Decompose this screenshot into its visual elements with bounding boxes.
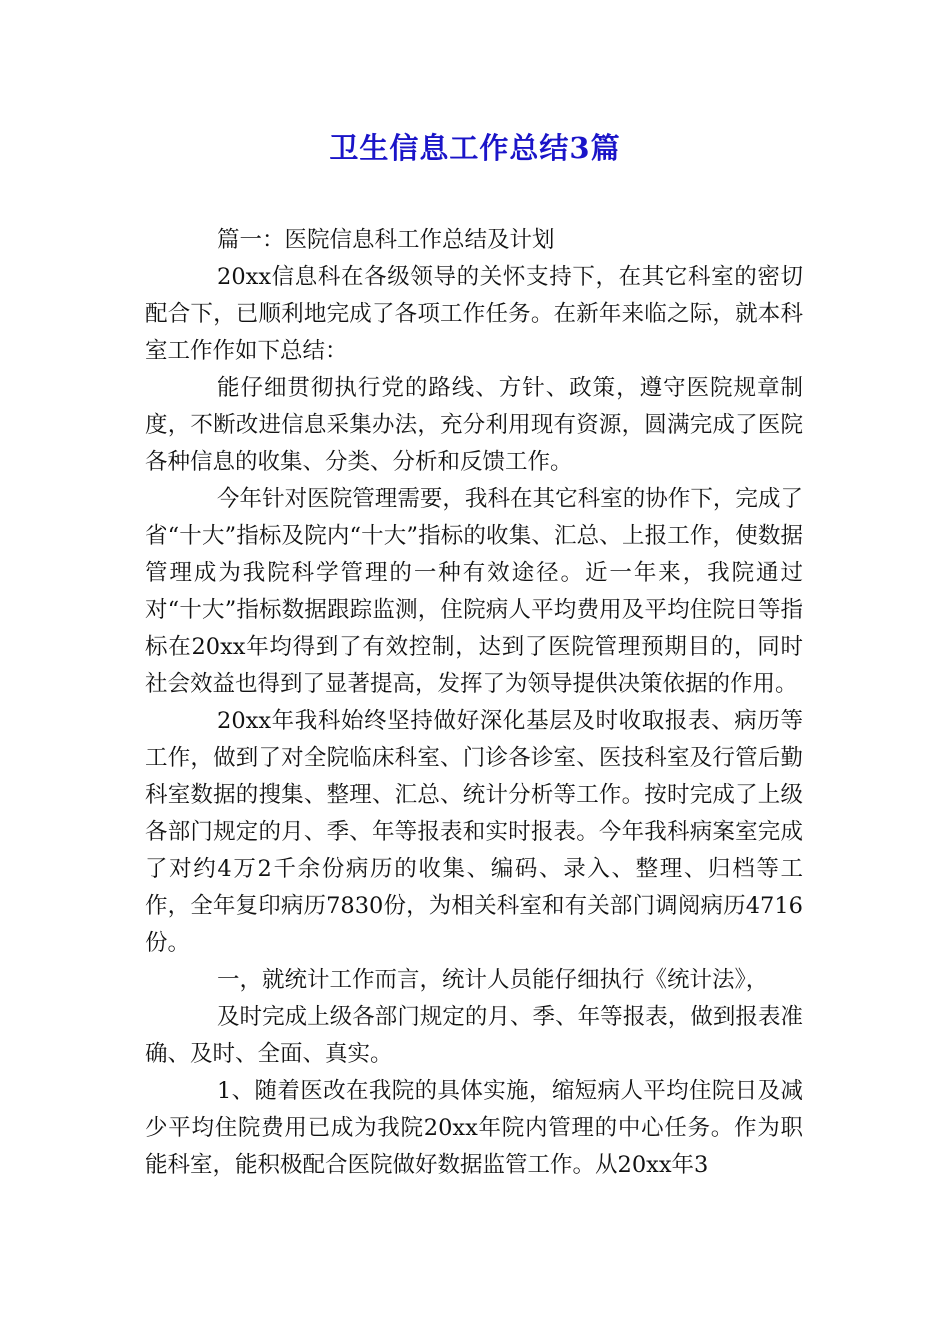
document-body [145,222,803,1184]
paragraph-3: 今年针对医院管理需要，我科在其它科室的协作下，完成了省“十大”指标及院内“十大”指标的收集、汇总、上报工作，使数据管理成为我院科学管理的一种有效途径。近一年来，我院通过对“十大”指标数据跟踪监测，住院病人平均费用及平均住院日等指标在20xx年均得到了有效控制，达到了医院管理预期目的，同时社会效益也得到了显著提高，发挥了为领导提供决策依据的作用。 [145,486,803,697]
paragraph-1: 20xx信息科在各级领导的关怀支持下，在其它科室的密切配合下，已顺利地完成了各项工作任务。在新年来临之际，就本科室工作作如下总结： [145,264,803,364]
paragraph-2: 能仔细贯彻执行党的路线、方针、政策，遵守医院规章制度，不断改进信息采集办法，充分利用现有资源，圆满完成了医院各种信息的收集、分类、分析和反馈工作。 [145,375,803,475]
paragraph-7: 1、随着医改在我院的具体实施，缩短病人平均住院日及减少平均住院费用已成为我院20xx年院内管理的中心任务。作为职能科室，能积极配合医院做好数据监管工作。从20xx年3 [145,1078,803,1178]
document-title: 卫生信息工作总结3篇 [329,131,621,165]
section-heading: 篇一：医院信息科工作总结及计划 [217,227,555,253]
paragraph-4: 20xx年我科始终坚持做好深化基层及时收取报表、病历等工作，做到了对全院临床科室、门诊各诊室、医技科室及行管后勤科室数据的搜集、整理、汇总、统计分析等工作。按时完成了上级各部门规定的月、季、年等报表和实时报表。今年我科病案室完成了对约4万2千余份病历的收集、编码、录入、整理、归档等工作，全年复印病历7830份，为相关科室和有关部门调阅病历4716份。 [145,708,803,956]
paragraph-5: 一，就统计工作而言，统计人员能仔细执行《统计法》， [217,967,769,993]
paragraph-6: 及时完成上级各部门规定的月、季、年等报表，做到报表准确、及时、全面、真实。 [145,1004,803,1067]
